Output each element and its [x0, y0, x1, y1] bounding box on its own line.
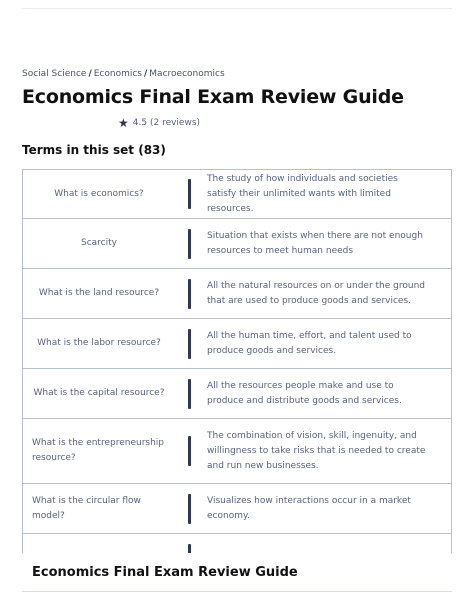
- breadcrumb-separator: /: [144, 69, 148, 79]
- page-title: Economics Final Exam Review Guide: [22, 86, 404, 108]
- footer-title: Economics Final Exam Review Guide: [32, 564, 298, 580]
- card-definition: All the resources people make and use to produce and distribute goods and services.: [207, 380, 402, 406]
- card-term: What is the land resource?: [38, 288, 160, 298]
- term-card[interactable]: [22, 484, 452, 534]
- term-card[interactable]: [22, 419, 452, 484]
- rating-count: (2 reviews): [149, 118, 201, 128]
- card-divider: [188, 179, 191, 209]
- rating-value: 4.5: [132, 118, 148, 128]
- card-definition: All the natural resources on or under the ground that are used to produce goods and services.: [207, 280, 425, 306]
- breadcrumb-macroeconomics[interactable]: Macroeconomics: [149, 69, 225, 79]
- card-definition: The combination of vision, skill, ingenuity, and willingness to take risks that is needed to create and run new businesses.: [207, 430, 426, 471]
- card-term: What is the entrepreneurship resource?: [32, 438, 165, 463]
- term-card[interactable]: [22, 319, 452, 369]
- card-term: What is the labor resource?: [37, 338, 161, 348]
- card-term: What is the circular flow model?: [32, 495, 141, 521]
- star-icon: ★: [118, 116, 129, 130]
- rating[interactable]: [118, 117, 200, 129]
- card-definition: All the human time, effort, and talent used to produce goods and services.: [207, 330, 412, 356]
- card-divider: [188, 279, 191, 309]
- card-definition: Situation that exists when there are not enough resources to meet human needs: [207, 230, 423, 256]
- card-term: Scarcity: [81, 238, 117, 248]
- breadcrumb-social-science[interactable]: Social Science: [22, 69, 87, 79]
- breadcrumb: [22, 69, 225, 79]
- card-divider: [188, 379, 191, 409]
- term-card[interactable]: [22, 219, 452, 269]
- term-card[interactable]: [22, 269, 452, 319]
- card-divider: [188, 494, 191, 524]
- card-definition: The study of how individuals and societies satisfy their unlimited wants with limited resources.: [207, 173, 398, 214]
- term-card[interactable]: [22, 369, 452, 419]
- card-definition: Visualizes how interactions occur in a market economy.: [207, 495, 411, 521]
- term-card[interactable]: [22, 169, 452, 219]
- sticky-footer: [22, 553, 452, 592]
- top-divider: [22, 8, 452, 9]
- card-divider: [188, 329, 191, 359]
- breadcrumb-separator: /: [88, 69, 92, 79]
- card-divider: [188, 229, 191, 259]
- card-term: What is the capital resource?: [33, 388, 165, 398]
- term-card-list[interactable]: [22, 169, 452, 553]
- breadcrumb-economics[interactable]: Economics: [93, 69, 142, 79]
- card-divider: [188, 436, 191, 466]
- terms-heading: Terms in this set (83): [22, 143, 166, 157]
- card-term: What is economics?: [54, 188, 144, 199]
